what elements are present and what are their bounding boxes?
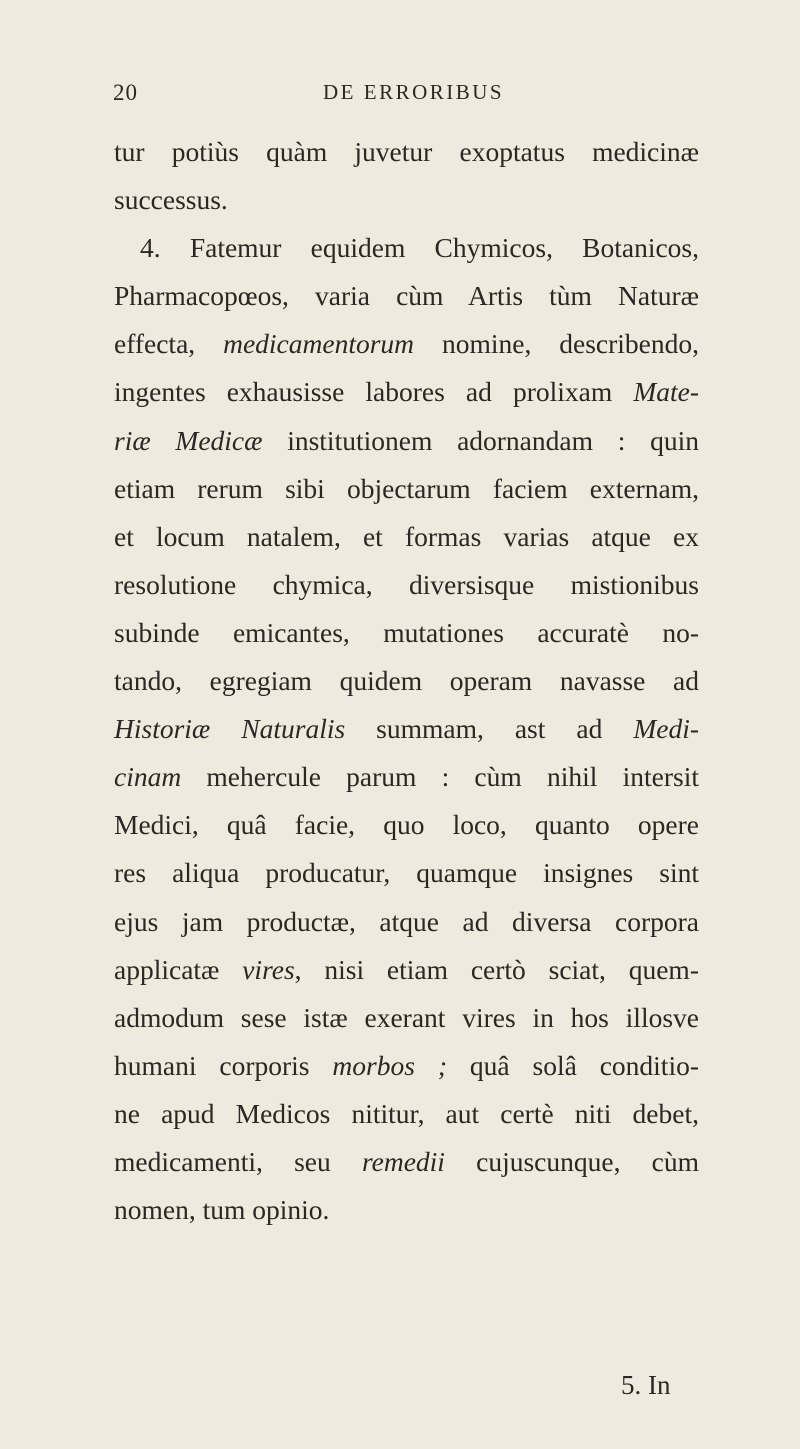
text-segment: Pharmacopœos, varia cùm Artis tùm Naturæ [114, 280, 699, 312]
italic-text: Mate- [633, 376, 699, 408]
text-segment: tur potiùs quàm juvetur exoptatus medicinæ [114, 136, 699, 167]
text-segment: subinde emicantes, mutationes accuratè no- [114, 616, 699, 648]
italic-text: medicamentorum [223, 328, 415, 360]
italic-text: Medi- [633, 713, 699, 745]
body-text [114, 128, 699, 1234]
text-line [114, 946, 699, 994]
italic-text: cinam [114, 761, 182, 793]
text-segment: ejus jam productæ, atque ad diversa corpora [114, 905, 699, 937]
text-segment: tando, egregiam quidem operam navasse ad [114, 665, 699, 697]
text-line [114, 128, 699, 176]
italic-text: remedii [361, 1145, 445, 1177]
text-line [114, 368, 699, 416]
text-line [114, 801, 699, 849]
text-segment: humani corporis [114, 1049, 333, 1081]
text-segment: etiam rerum sibi objectarum faciem externam, [114, 472, 699, 504]
italic-text: morbos ; [332, 1049, 447, 1081]
running-head [0, 80, 800, 120]
text-segment: Medici, quâ facie, quo loco, quanto opere [114, 809, 699, 841]
text-segment: nomen, tum opinio. [114, 1194, 330, 1226]
text-segment: effecta, [114, 328, 224, 360]
text-line [114, 176, 699, 224]
text-line [114, 1090, 699, 1138]
text-line [114, 849, 699, 897]
running-title: DE ERRORIBUS [323, 80, 505, 104]
text-line [114, 224, 699, 272]
text-segment: res aliqua producatur, quamque insignes sint [114, 857, 699, 889]
text-segment: cujuscunque, cùm [444, 1145, 700, 1177]
text-segment: ne apud Medicos nititur, aut certè niti debet, [114, 1097, 699, 1129]
text-line [114, 898, 699, 946]
text-segment: quâ solâ conditio- [447, 1049, 699, 1081]
text-segment: nomine, describendo, [414, 328, 699, 360]
text-line [114, 272, 699, 320]
text-segment: institutionem adornandam : quin [262, 424, 699, 456]
page-number: 20 [113, 80, 138, 105]
text-line [114, 417, 699, 465]
italic-text: riæ Medicæ [114, 424, 263, 456]
italic-text: vires [242, 953, 295, 985]
text-line [114, 657, 699, 705]
text-segment: , nisi etiam certò sciat, quem- [294, 953, 699, 985]
text-segment: resolutione chymica, diversisque mistionibus [114, 568, 699, 600]
text-line [114, 1138, 699, 1186]
catchword: 5. In [621, 1370, 671, 1400]
text-segment: successus. [114, 184, 228, 216]
text-line [114, 753, 699, 801]
text-line [114, 513, 699, 561]
text-segment: summam, ast ad [345, 713, 634, 745]
text-segment: medicamenti, seu [114, 1145, 362, 1177]
text-segment: et locum natalem, et formas varias atque ex [114, 520, 699, 552]
text-line [114, 320, 699, 368]
text-line [114, 609, 699, 657]
text-line [114, 465, 699, 513]
text-line [114, 705, 699, 753]
text-line [114, 1186, 699, 1234]
text-segment: applicatæ [114, 953, 243, 985]
text-line [114, 994, 699, 1042]
text-segment: admodum sese istæ exerant vires in hos illosve [114, 1001, 699, 1033]
text-segment: ingentes exhausisse labores ad prolixam [114, 376, 634, 408]
text-segment: mehercule parum : cùm nihil intersit [181, 761, 699, 793]
text-segment: 4. Fatemur equidem Chymicos, Botanicos, [140, 232, 699, 264]
text-line [114, 561, 699, 609]
italic-text: Historiæ Naturalis [114, 713, 346, 745]
text-line [114, 1042, 699, 1090]
